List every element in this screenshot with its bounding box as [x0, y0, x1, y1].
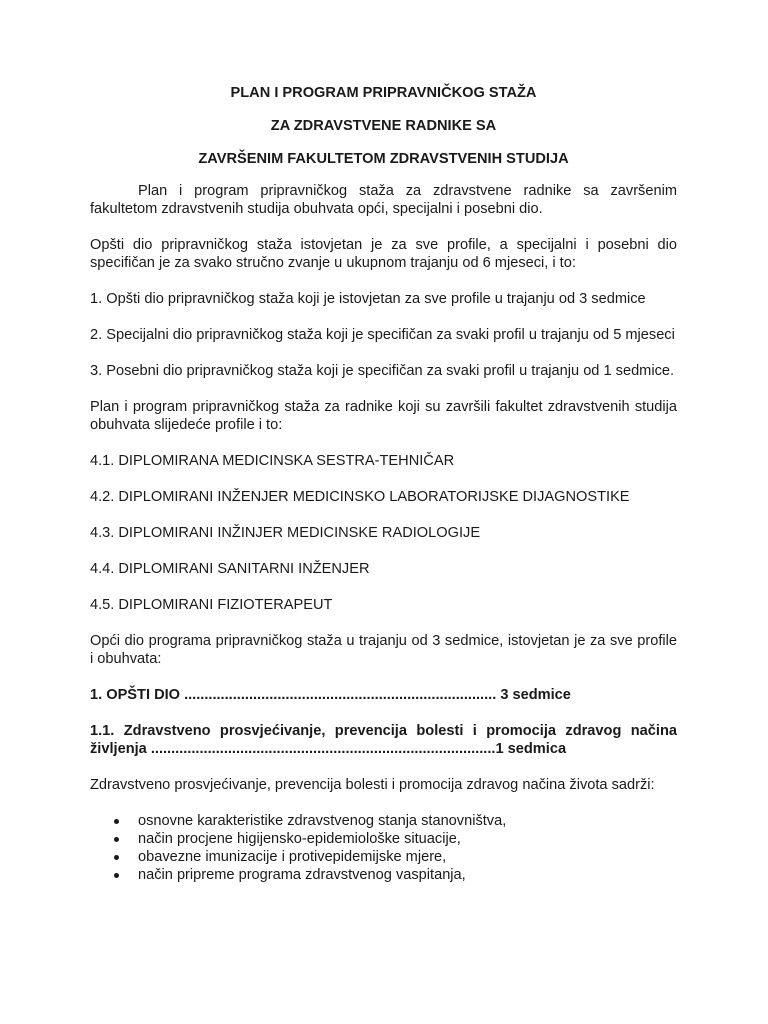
- intro-paragraph: Plan i program pripravničkog staža za zdravstvene radnike sa završenim fakultetom zdravstvenih studija obuhvata opći, specijalni i posebni dio.: [90, 183, 677, 217]
- bullet-list: [90, 812, 677, 884]
- document-title-line-2: ZA ZDRAVSTVENE RADNIKE SA: [270, 118, 497, 134]
- list-item-text: način procjene higijensko-epidemiološke situacije,: [138, 831, 461, 847]
- document-title-line-3: ZAVRŠENIM FAKULTETOM ZDRAVSTVENIH STUDIJA: [198, 151, 569, 167]
- health-education-paragraph: Zdravstveno prosvjećivanje, prevencija bolesti i promocija zdravog načina života sadrži:: [90, 777, 655, 793]
- profile-item: 4.1. DIPLOMIRANA MEDICINSKA SESTRA-TEHNIČAR: [90, 453, 455, 469]
- profiles-intro-paragraph: Plan i program pripravničkog staža za radnike koji su završili fakultet zdravstvenih studija obuhvata slijedeće profile i to:: [90, 399, 677, 433]
- profile-item: 4.2. DIPLOMIRANI INŽENJER MEDICINSKO LABORATORIJSKE DIJAGNOSTIKE: [90, 489, 630, 505]
- profile-item: 4.4. DIPLOMIRANI SANITARNI INŽENJER: [90, 561, 370, 577]
- bullet-icon: [114, 837, 119, 842]
- bullet-icon: [114, 819, 119, 824]
- list-item: [90, 866, 677, 884]
- section-heading-1-1: 1.1. Zdravstveno prosvjećivanje, prevencija bolesti i promocija zdravog načina življenja .....................................................................................1 sedmica: [90, 723, 677, 757]
- list-item: [90, 848, 677, 866]
- bullet-icon: [114, 873, 119, 878]
- profile-item: 4.3. DIPLOMIRANI INŽINJER MEDICINSKE RADIOLOGIJE: [90, 525, 481, 541]
- section-heading-1: 1. OPŠTI DIO ............................................................................. 3 sedmice: [90, 687, 571, 703]
- list-item-text: osnovne karakteristike zdravstvenog stanja stanovništva,: [138, 813, 507, 829]
- general-program-paragraph: Opći dio programa pripravničkog staža u trajanju od 3 sedmice, istovjetan je za sve profile i obuhvata:: [90, 633, 677, 667]
- list-item-text: obavezne imunizacije i protivepidemijske mjere,: [138, 849, 447, 865]
- list-item: [90, 812, 677, 830]
- part-2-paragraph: 2. Specijalni dio pripravničkog staža koji je specifičan za svaki profil u trajanju od 5 mjeseci: [90, 327, 675, 343]
- part-1-paragraph: 1. Opšti dio pripravničkog staža koji je istovjetan za sve profile u trajanju od 3 sedmice: [90, 291, 646, 307]
- list-item-text: način pripreme programa zdravstvenog vaspitanja,: [138, 867, 466, 883]
- part-3-paragraph: 3. Posebni dio pripravničkog staža koji je specifičan za svaki profil u trajanju od 1 sedmice.: [90, 363, 675, 379]
- general-part-paragraph: Opšti dio pripravničkog staža istovjetan je za sve profile, a specijalni i posebni dio specifičan je za svako stručno zvanje u ukupnom trajanju od 6 mjeseci, i to:: [90, 237, 677, 271]
- list-item: [90, 830, 677, 848]
- document-title-line-1: PLAN I PROGRAM PRIPRAVNIČKOG STAŽA: [230, 85, 537, 101]
- document-page: [90, 84, 677, 884]
- bullet-icon: [114, 855, 119, 860]
- profile-item: 4.5. DIPLOMIRANI FIZIOTERAPEUT: [90, 597, 333, 613]
